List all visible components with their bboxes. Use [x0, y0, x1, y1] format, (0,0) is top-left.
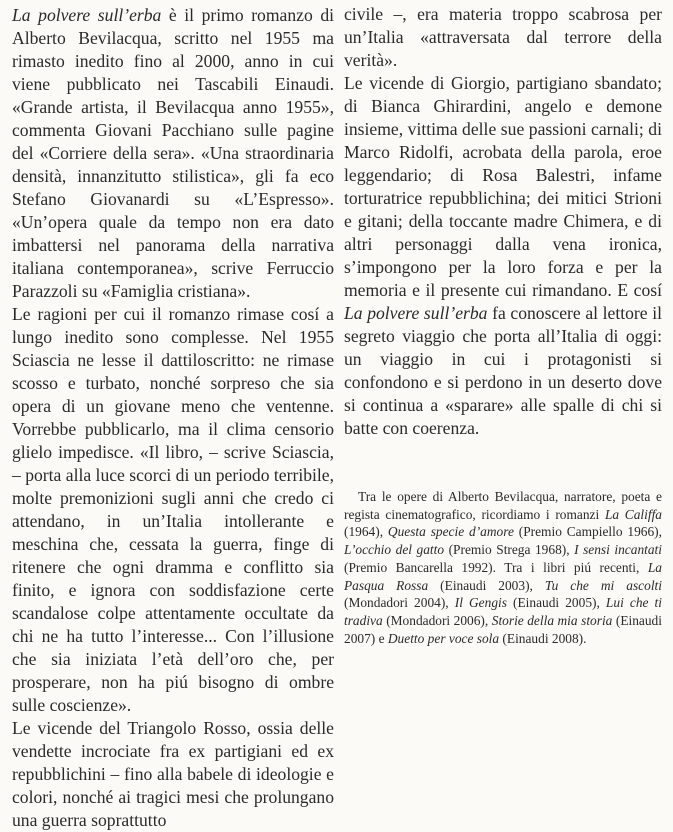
text-run: (Premio Bancarella 1992). Tra i libri piú recenti, — [344, 559, 648, 575]
italic-title: La Califfa — [604, 506, 662, 522]
text-run: Tra le opere di Alberto Bevilacqua, narratore, poeta e regista cinematografico, ricordiamo i romanzi — [344, 489, 662, 522]
text-run: (Mondadori 2004), — [344, 595, 455, 611]
author-note — [344, 488, 662, 647]
italic-title: La polvere sull’erba — [344, 303, 488, 323]
text-run: (Einaudi 2005), — [506, 595, 606, 611]
author-bibliography — [344, 488, 662, 647]
left-column — [12, 0, 334, 832]
italic-title: I sensi incantati — [574, 542, 662, 558]
text-run: (Einaudi 2007) e — [344, 612, 662, 646]
main-text-right — [344, 0, 662, 440]
text-run: civile –, era materia troppo scabrosa per un’Italia «attraversata dal terrore della verità». — [344, 4, 662, 70]
paragraph-reasons — [12, 303, 334, 717]
text-run: (Einaudi 2003), — [428, 577, 545, 593]
text-run: è il primo romanzo di Alberto Bevilacqua, scritto nel 1955 ma rimasto inedito fino al 2000, anno in cui viene pubblicato nei Tascabili Einaudi. «Grande artista, il Bevilacqua anno 1955», commenta Giovani Pacchiano sulle pagine del «Corriere della sera». «Una straordinaria densità, innanzitutto stilistica», gli fa eco Stefano Giovanardi su «L’Espresso». «Un’opera quale da tempo non era dato imbattersi nel panorama della narrativa italiana contemporanea», scrive Ferruccio Parazzoli su «Famiglia cristiana». — [12, 5, 334, 301]
italic-title: La Pasqua Rossa — [344, 559, 662, 593]
text-run: (Mondadori 2006), — [382, 612, 492, 628]
text-run: (Einaudi 2008). — [499, 630, 587, 646]
text-run: (Premio Strega 1968), — [444, 542, 575, 558]
main-text-left — [12, 0, 334, 832]
italic-title: Storie della mia storia — [491, 612, 613, 628]
italic-title: Questa specie d’amore — [387, 524, 514, 540]
italic-title: Duetto per voce sola — [387, 630, 500, 646]
text-run: Le ragioni per cui il romanzo rimase cosí a lungo inedito sono complesse. Nel 1955 Sciascia ne lesse il dattiloscritto: ne rimase scosso e turbato, nonché sorpreso che sia opera di un giovane meno che ventenne. Vorrebbe pubblicarlo, ma il clima censorio glielo impedisce. «Il libro, – scrive Sciascia, – porta alla luce scorci di un periodo terribile, molte premonizioni sugli anni che credo ci attendano, in un’Italia intollerante e meschina che, cessata la guerra, finge di ritenere che ogni dramma e conflitto sia finito, e ignora con soddisfazione certe scandalose colpe attentamente occultate da chi ne ha tutto l’interesse... Con l’illusione che sia iniziata l’età dell’oro che, per prosperare, non ha piú bisogno di ombre sulle coscienze». — [12, 304, 334, 715]
text-run: Le vicende del Triangolo Rosso, ossia delle vendette incrociate fra ex partigiani ed ex repubblichini – fino alla babele di ideologie e colori, nonché ai tragici mesi che prolungano una guerra soprattutto — [12, 718, 334, 830]
text-run: (1964), — [344, 524, 388, 540]
text-run: fa conoscere al lettore il segreto viaggio che porta all’Italia di oggi: un viaggio in cui i protagonisti si confondono e si perdono in un deserto dove si continua a «sparare» alle spalle di chi si batte con coerenza. — [344, 303, 662, 438]
paragraph-characters — [344, 72, 662, 440]
italic-title: L’occhio del gatto — [344, 542, 445, 558]
paragraph-triangolo-rosso — [12, 717, 334, 832]
italic-title: Il Gengis — [454, 595, 507, 611]
text-run: Le vicende di Giorgio, partigiano sbandato; di Bianca Ghirardini, angelo e demone insieme, vittima delle sue passioni carnali; di Marco Ridolfi, acrobata della parola, eroe leggendario; di Rosa Balestri, infame torturatrice repubblichina; dei mitici Strioni e gitani; della toccante madre Chimera, e di altri personaggi dalla vena ironica, s’impongono per la loro forza e per la memoria e il presente cui rimandano. E cosí — [344, 73, 662, 300]
right-column — [344, 0, 662, 647]
paragraph-intro — [12, 4, 334, 303]
italic-title: Tu che mi ascolti — [544, 577, 662, 593]
paragraph-continuation — [344, 3, 662, 72]
italic-title: La polvere sull’erba — [12, 5, 162, 25]
text-run: (Premio Campiello 1966), — [513, 524, 662, 540]
italic-title: Lui che ti tradiva — [344, 595, 662, 628]
